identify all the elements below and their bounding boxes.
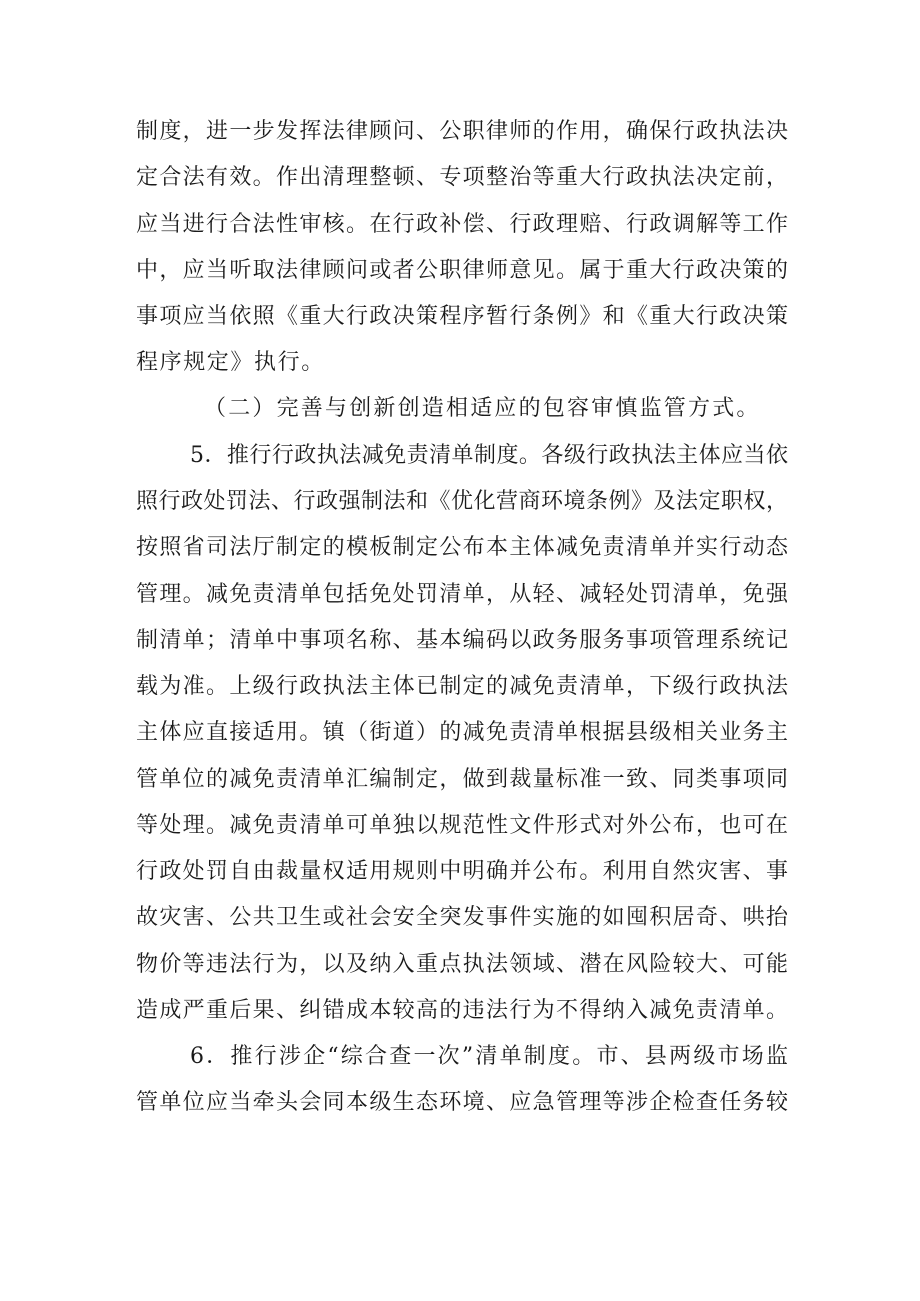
text-line: 6．推行涉企“综合查一次”清单制度。市、县两级市场监 (190, 1044, 788, 1069)
text-line: 管单位应当牵头会同本级生态环境、应急管理等涉企检查任务较 (136, 1090, 788, 1115)
text-line: 定合法有效。作出清理整顿、专项整治等重大行政执法决定前， (136, 165, 788, 190)
text-line: 事项应当依照《重大行政决策程序暂行条例》和《重大行政决策 (136, 304, 788, 329)
text-line: 管单位的减免责清单汇编制定，做到裁量标准一致、同类事项同 (136, 767, 788, 792)
text-line: 行政处罚自由裁量权适用规则中明确并公布。利用自然灾害、事 (136, 859, 788, 884)
text-line: 造成严重后果、纠错成本较高的违法行为不得纳入减免责清单。 (136, 998, 788, 1023)
text-line: 制清单；清单中事项名称、基本编码以政务服务事项管理系统记 (136, 628, 788, 653)
text-line: 中，应当听取法律顾问或者公职律师意见。属于重大行政决策的 (136, 258, 788, 283)
text-line: 管理。减免责清单包括免处罚清单，从轻、减轻处罚清单，免强 (136, 582, 788, 607)
text-line: 5．推行行政执法减免责清单制度。各级行政执法主体应当依 (190, 443, 788, 468)
text-line: 故灾害、公共卫生或社会安全突发事件实施的如囤积居奇、哄抬 (136, 905, 788, 930)
text-line: 按照省司法厅制定的模板制定公布本主体减免责清单并实行动态 (136, 535, 788, 560)
text-line: 主体应直接适用。镇（街道）的减免责清单根据县级相关业务主 (136, 720, 788, 745)
text-line: 载为准。上级行政执法主体已制定的减免责清单，下级行政执法 (136, 674, 788, 699)
text-line: 制度，进一步发挥法律顾问、公职律师的作用，确保行政执法决 (136, 119, 788, 144)
text-line: 物价等违法行为，以及纳入重点执法领域、潜在风险较大、可能 (136, 952, 788, 977)
text-line: 照行政处罚法、行政强制法和《优化营商环境条例》及法定职权， (136, 489, 788, 514)
text-line: 等处理。减免责清单可单独以规范性文件形式对外公布，也可在 (136, 813, 788, 838)
text-line: 程序规定》执行。 (136, 350, 325, 375)
text-line: 应当进行合法性审核。在行政补偿、行政理赔、行政调解等工作 (136, 212, 788, 237)
section-heading: （二）完善与创新创造相适应的包容审慎监管方式。 (204, 396, 761, 421)
